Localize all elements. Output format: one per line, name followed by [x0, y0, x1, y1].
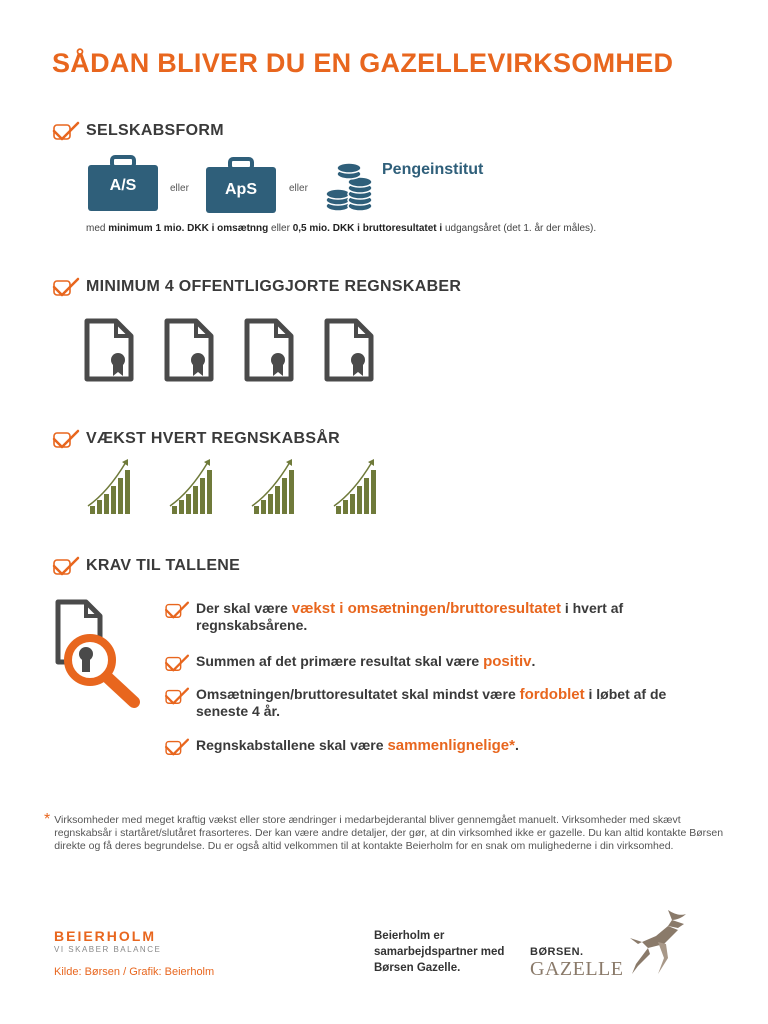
check-icon: [164, 686, 190, 706]
page-title: SÅDAN BLIVER DU EN GAZELLEVIRKSOMHED: [52, 48, 674, 78]
check-icon: [164, 600, 190, 620]
or-word: eller: [170, 183, 189, 194]
briefcase-icon: [204, 157, 278, 215]
source-credit: Kilde: Børsen / Grafik: Beierholm: [54, 966, 215, 978]
krav-item: Omsætningen/bruttoresultatet skal mindst være fordoblet i løbet af de seneste 4 år.: [164, 686, 684, 720]
krav-item: Der skal være vækst i omsætningen/bruttoresultatet i hvert af regnskabsårene.: [164, 600, 684, 634]
magnifier-icon: [52, 598, 152, 708]
growth-bars-icon: [250, 456, 300, 518]
bank-label: Pengeinstitut: [382, 161, 484, 178]
section-heading-krav: [52, 555, 240, 577]
growth-bars-icon: [332, 456, 382, 518]
beierholm-logo: [54, 928, 161, 954]
partner-text: Beierholm er samarbejdspartner med Børsen Gazelle.: [374, 930, 505, 974]
case-label-as: A/S: [109, 177, 137, 194]
or-word: eller: [289, 183, 308, 194]
gazelle-icon: [628, 908, 700, 978]
case-label-aps: ApS: [225, 181, 257, 198]
briefcase-icon: [86, 155, 160, 213]
borsen-gazelle-logo: [528, 908, 708, 988]
check-icon: [52, 428, 80, 450]
section-label: KRAV TIL TALLENE: [86, 557, 241, 574]
section-label: MINIMUM 4 OFFENTLIGGJORTE REGNSKABER: [86, 278, 462, 295]
certificate-document-icon: [324, 318, 374, 382]
logo-tagline: VI SKABER BALANCE: [54, 945, 162, 954]
footnote-star: *: [44, 811, 51, 828]
section-label: SELSKABSFORM: [86, 122, 224, 139]
check-icon: [52, 120, 80, 142]
logo-name: BEIERHOLM: [54, 928, 156, 944]
gazelle-wordmark: GAZELLE: [530, 958, 624, 980]
section-label: VÆKST HVERT REGNSKABSÅR: [86, 430, 341, 447]
check-icon: [164, 737, 190, 757]
certificate-document-icon: [244, 318, 294, 382]
check-icon: [164, 653, 190, 673]
check-icon: [52, 555, 80, 577]
requirement-text: med minimum 1 mio. DKK i omsætnng eller 0,5 mio. DKK i bruttoresultatet i udgangsåret (det 1. år der måles).: [86, 223, 597, 234]
growth-row: [86, 456, 382, 518]
check-icon: [52, 276, 80, 298]
section-heading-vaekst: [52, 428, 340, 450]
krav-item: Summen af det primære resultat skal være positiv.: [164, 653, 684, 673]
borsen-wordmark: BØRSEN.: [530, 946, 584, 958]
krav-item: Regnskabstallene skal være sammenlignelige*.: [164, 737, 684, 757]
growth-bars-icon: [86, 456, 136, 518]
growth-bars-icon: [168, 456, 218, 518]
document-row: [84, 318, 374, 382]
coins-stack-icon: [324, 158, 380, 214]
section-heading-regnskaber: [52, 276, 461, 298]
footnote-text: Virksomheder med meget kraftig vækst eller store ændringer i medarbejderantal bliver gennemgået manuelt. Virksomheder med skævt regnskabsår i startåret/slutåret frasorteres. Der kan være andre detaljer, der gør, at din virksomhed ikke er gazelle. Du kan altid kontakte Børsen direkte og få deres begrundelse. Du er også altid velkommen til at kontakte Beierholm for en snak om mulighederne i din virksomhed.: [54, 814, 724, 852]
footnote: [44, 811, 724, 853]
certificate-document-icon: [164, 318, 214, 382]
certificate-document-icon: [84, 318, 134, 382]
section-heading-selskabsform: [52, 120, 224, 142]
